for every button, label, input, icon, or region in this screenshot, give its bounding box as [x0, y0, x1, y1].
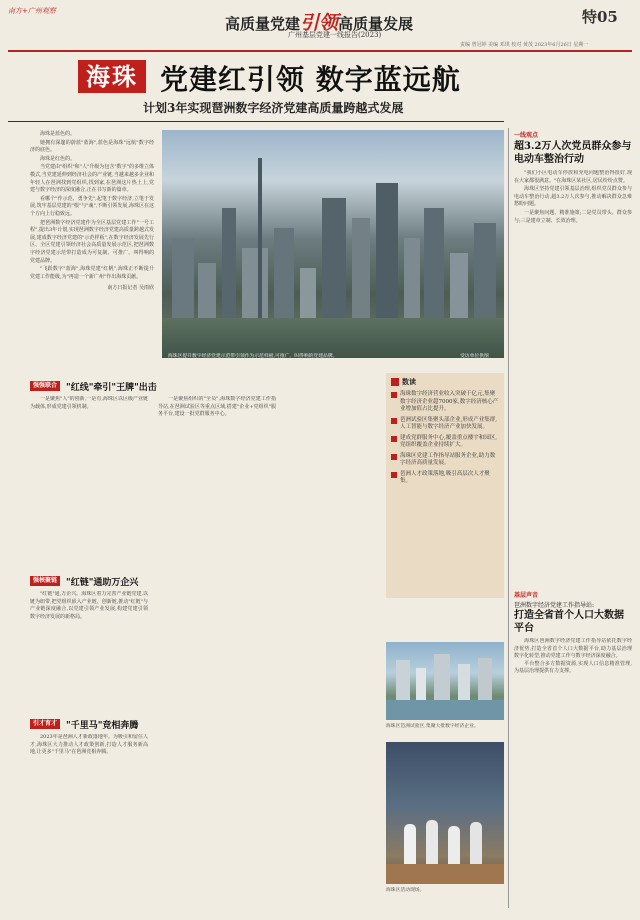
event-photo-caption: 海珠区活动现场。 — [386, 888, 425, 893]
section-tag: 强强联合 — [30, 381, 60, 391]
intro-paragraph: 当党建由"组织"和"人"升级为包含"数字"的多维立体模式,当党建延伸到经济社会的产业链,当越来越多企业和年轻人在琶洲找到党组织,找到家,在琶洲这片热土上,党建与数字经济的深度融合,正在书写新的篇章。 — [30, 164, 154, 194]
data-box — [386, 373, 504, 598]
voice-text — [514, 638, 632, 908]
square-bullet-icon — [391, 472, 397, 478]
square-bullet-icon — [391, 454, 397, 460]
section-tag: 强核聚链 — [30, 576, 60, 586]
square-bullet-icon — [391, 436, 397, 442]
column-divider — [508, 128, 509, 908]
data-item — [391, 435, 499, 450]
opinion-text — [514, 170, 632, 580]
headline-rule — [8, 121, 504, 122]
page-meta: 责编 曾冠婷 美编 邓琪 校对 黄茂 2023年6月26日 星期一 — [460, 42, 589, 48]
data-item-text: 建成党群服务中心,覆盖重点楼宇和园区,党组织覆盖企业持续扩大。 — [400, 434, 497, 448]
opinion-paragraph: "我们小区电动车停放和充电问题整治得很好,现在大家都很满意。"在海珠区某社区,居民纷纷点赞。 — [514, 170, 632, 184]
voice-title: 打造全省首个人口大数据平台 — [514, 610, 624, 634]
voice-tag: 基层声音 — [514, 592, 539, 599]
section-title: "红链"通助万企兴 — [66, 577, 139, 588]
square-bullet-icon — [391, 392, 397, 398]
paper-name: 南方+广州观察 — [8, 7, 56, 15]
square-bullet-icon — [391, 418, 397, 424]
section-header — [30, 575, 138, 587]
data-heading — [391, 377, 499, 387]
section-tag: 引才育才 — [30, 719, 60, 729]
data-item — [391, 453, 499, 468]
district-badge: 海珠 — [78, 60, 146, 93]
section-header — [30, 380, 157, 392]
section-text — [158, 396, 276, 556]
river-photo-caption: 海珠区琶洲试验区,集聚大批数字经济企业。 — [386, 724, 479, 729]
data-item-text: 海珠区党建工作指导站服务企业,助力数字经济高质量发展。 — [400, 452, 496, 466]
river-photo — [386, 642, 504, 720]
intro-paragraph: 看哪个"作示范、勇争先",起笔于数字经济,立笔于发展,筑牢基层党建的"根"与"魂",不断引领发展,海珠区在这个方向上行稳致远。 — [30, 195, 154, 217]
voice-subtitle: 琶洲数字经济党建工作指导站: — [514, 602, 595, 609]
data-item-text: 琶洲人才政策落地,吸引高层次人才聚集。 — [400, 470, 490, 484]
top-rule — [8, 50, 632, 52]
opinion-tag: 一线观点 — [514, 132, 539, 139]
hero-caption: 海珠区提升数字经济党建示范带引领作为示范样板,可推广、叫得响的党建品牌。 — [168, 354, 338, 359]
page-label: 特05 — [582, 8, 618, 26]
headline-title: 党建红引领 数字蓝远航 — [160, 63, 461, 96]
data-item-text: 海珠数字经济营业收入突破千亿元,集聚数字经济企业超7000家,数字经济核心产业增加值占比提升。 — [400, 391, 499, 412]
data-item — [391, 417, 499, 432]
section-title: "千里马"竞相奔腾 — [66, 720, 139, 731]
section-paragraph: 一是聚焦"人"的创新,一是有,海珠区以区级产业链为载体,形成党建引领机制。 — [30, 396, 148, 410]
voice-paragraph: 平台整合多方数据资源,实现人口信息精准管理,为基层治理提供有力支撑。 — [514, 660, 632, 675]
opinion-paragraph: 一是聚焦问题、精准施策;二是党员带头、群众参与;三是建章立制、长效治理。 — [514, 209, 632, 224]
section-paragraph: 2023年是琶洲人才新政落地年。为吸引和留住人才,海珠区大力推动人才政策创新,打造人才服务新高地,让更多"千里马"在琶洲竞相奔腾。 — [30, 734, 148, 756]
banner-subtitle: 广州基层党建一线报告(2023) — [288, 31, 382, 39]
data-item — [391, 471, 499, 486]
intro-paragraph: "飞跃数字"蓝海",海珠党建"红帆",海珠正不断提升党建工作能级,为"再造一个新广州"作出海珠贡献。 — [30, 266, 154, 280]
intro-paragraph: 把琶洲数字经济党建作为全区基层党建工作"一号工程",提出3年计划,实现琶洲数字经济党建高质量跨越式发展,建成数字经济党建的"示范样板",在数字经济发展先行区、全区党建引领经济社会高质量发展示范区,把琶洲数字经济党建示范带打造成为可复制、可推广、叫得响的党建品牌。 — [30, 219, 154, 264]
banner-suffix: 高质量发展 — [338, 15, 414, 33]
section-paragraph: 一是聚焦组织的"全员",海珠数字经济党建工作指导站,在琶洲试验区等重点区域,搭建"企业+党组织"服务平台,建设一批党群服务中心。 — [158, 396, 276, 418]
hero-photo — [162, 130, 504, 358]
data-item-text: 琶洲试验区集聚头部企业,形成产业集群,人工智能与数字经济产业加快发展。 — [400, 416, 497, 430]
opinion-title: 超3.2万人次党员群众参与电动车整治行动 — [514, 141, 632, 165]
section-text — [30, 734, 148, 884]
event-photo — [386, 742, 504, 884]
hero-credit: 受访单位供图 — [460, 354, 489, 359]
headline-subtitle: 计划3年实现琶洲数字经济党建高质量跨越式发展 — [143, 101, 404, 115]
section-paragraph: "红链"通,万企兴。海珠区着力完善产业链党建,以链为纽带,把党组织嵌入产业链、创新链,推动"红链"与产业链深度融合,以党建引领产业发展,构建党建引领数字经济发展的新格局。 — [30, 591, 148, 620]
intro-text — [30, 131, 154, 294]
section-header — [30, 718, 138, 730]
data-item — [391, 391, 499, 414]
intro-paragraph: 她拥有深邃的蔚蓝"蓝海",蓝色是海珠"远航"数字经济的底色。 — [30, 139, 154, 154]
intro-paragraph: 海珠是红色的。 — [40, 155, 76, 162]
banner-prefix: 高质量党建 — [225, 15, 301, 33]
intro-paragraph: 海珠是蓝色的。 — [40, 131, 76, 137]
opinion-paragraph: 海珠区坚持党建引领基层治理,组织党员群众参与电动车整治行动,超3.2万人次参与,推动解决群众急难愁盼问题。 — [514, 186, 632, 208]
byline: 南方日报记者 吴雨欣 — [107, 285, 154, 292]
data-heading-label: 数读 — [402, 377, 416, 386]
banner-highlight: 引领 — [300, 12, 339, 34]
square-icon — [391, 378, 399, 386]
section-text — [30, 591, 148, 691]
voice-paragraph: 海珠区琶洲数字经济党建工作指导站依托数字经济优势,打造全省首个人口大数据平台,助力基层治理数字化转型,推动党建工作与数字经济深度融合。 — [514, 638, 632, 660]
section-text — [30, 396, 148, 556]
section-title: "红线"牵引"王牌"出击 — [66, 382, 157, 393]
